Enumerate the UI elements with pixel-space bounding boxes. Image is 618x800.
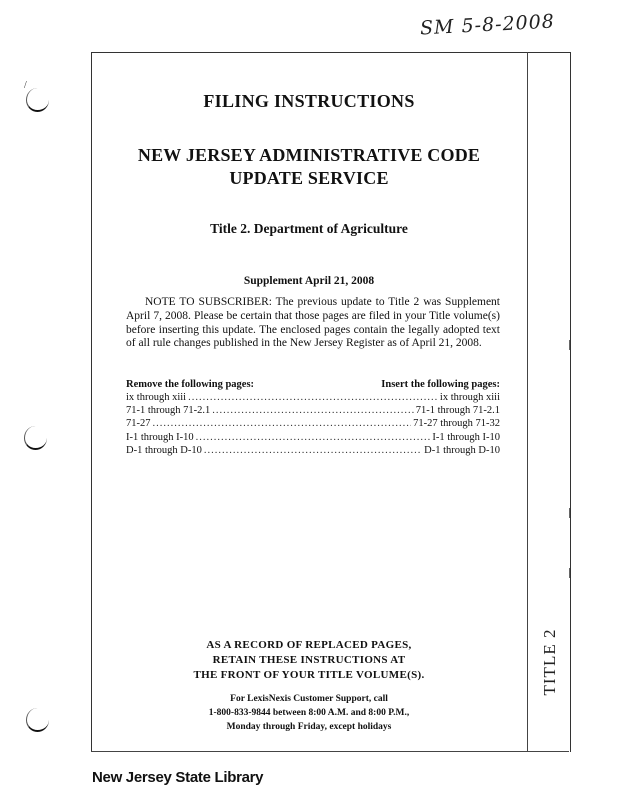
punch-hole-top	[26, 88, 49, 112]
table-row	[126, 391, 500, 404]
record-instructions	[91, 638, 527, 683]
insert-pages: 71-27 through 71-32	[413, 418, 500, 430]
punch-hole-middle	[24, 426, 47, 450]
code-title-line1: NEW JERSEY ADMINISTRATIVE CODE	[137, 145, 481, 165]
punch-hole-bottom	[26, 708, 49, 732]
remove-pages: 71-1 through 71-2.1	[126, 405, 211, 417]
pages-table-header	[126, 378, 500, 391]
table-row	[126, 417, 500, 430]
margin-tick	[569, 508, 570, 518]
leader-dots	[204, 444, 422, 457]
handwritten-annotation: SM 5-8-2008	[419, 10, 556, 40]
record-line: THE FRONT OF YOUR TITLE VOLUME(S).	[193, 669, 425, 681]
page-frame-bottom	[91, 751, 569, 752]
library-stamp: New Jersey State Library	[92, 769, 264, 786]
insert-pages: 71-1 through 71-2.1	[415, 405, 500, 417]
remove-header: Remove the following pages:	[126, 379, 255, 390]
remove-pages: 71-27	[126, 418, 151, 430]
margin-tick	[569, 568, 570, 578]
leader-dots	[212, 404, 413, 417]
leader-dots	[153, 417, 412, 430]
customer-support	[91, 692, 527, 734]
leader-dots	[196, 431, 431, 444]
pages-table	[126, 378, 500, 457]
tab-divider	[527, 52, 528, 751]
table-row	[126, 404, 500, 417]
remove-pages: D-1 through D-10	[126, 444, 202, 456]
record-line: AS A RECORD OF REPLACED PAGES,	[206, 639, 412, 651]
insert-pages: D-1 through D-10	[424, 444, 500, 456]
margin-tick	[569, 340, 570, 350]
support-line: Monday through Friday, except holidays	[226, 722, 392, 732]
title-tab-label: TITLE 2	[540, 628, 559, 696]
leader-dots	[188, 391, 438, 404]
punch-hole-mark-top: /	[24, 80, 27, 91]
support-line: 1-800-833-9844 between 8:00 A.M. and 8:00 P.M.,	[208, 708, 410, 718]
agency-title: Title 2. Department of Agriculture	[210, 221, 408, 236]
code-title-line2: UPDATE SERVICE	[229, 168, 389, 188]
record-line: RETAIN THESE INSTRUCTIONS AT	[212, 654, 406, 666]
table-row	[126, 444, 500, 457]
remove-pages: ix through xiii	[126, 392, 187, 403]
support-line: For LexisNexis Customer Support, call	[230, 694, 388, 704]
insert-pages: I-1 through I-10	[432, 431, 500, 443]
remove-pages: I-1 through I-10	[126, 431, 194, 443]
table-row	[126, 431, 500, 444]
page-title: FILING INSTRUCTIONS	[203, 91, 415, 111]
supplement-date: Supplement April 21, 2008	[243, 275, 375, 287]
subscriber-note: NOTE TO SUBSCRIBER: The previous update to Title 2 was Supplement April 7, 2008. Please be certain that those pages are filed in your Title volume(s) before inserting this update. The enclosed pages contain the legally adopted text of all rule changes published in the New Jersey Register as of April 21, 2008.	[126, 296, 500, 350]
insert-pages: ix through xiii	[439, 392, 500, 403]
insert-header: Insert the following pages:	[381, 379, 500, 390]
